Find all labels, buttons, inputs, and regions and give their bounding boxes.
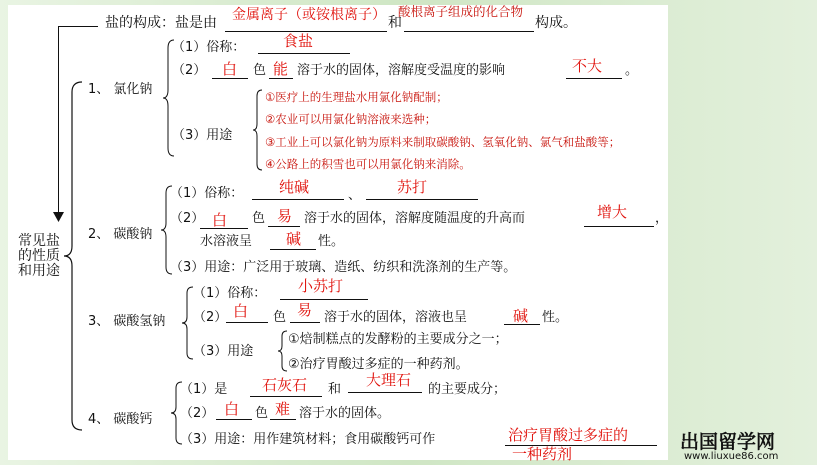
na2co3-alias-blank-1	[252, 199, 344, 200]
nacl-color-answer: 白	[222, 60, 238, 78]
na2co3-alias-answer-2: 苏打	[397, 178, 428, 196]
watermark-url: www.liuxue86.com	[684, 451, 779, 462]
nacl-use-label: （3）用途	[172, 128, 233, 143]
nacl-solubility-answer: 能	[273, 60, 289, 78]
nacl-color-blank	[212, 78, 248, 79]
caco3-source-answer-1: 石灰石	[262, 376, 308, 394]
nacl-p2-end: 。	[625, 63, 639, 78]
caco3-se: 色	[255, 406, 269, 421]
caco3-color-blank	[216, 419, 252, 420]
nahco3-ph-answer: 碱	[513, 307, 529, 325]
na2co3-color-answer: 白	[212, 211, 228, 229]
caco3-use-answer-2: 一种药剂	[512, 445, 573, 463]
nacl-alias-blank	[258, 53, 350, 54]
nahco3-color-answer: 白	[233, 302, 249, 320]
nacl-alias-answer: 食盐	[283, 32, 314, 50]
nacl-use-3: ③工业上可以氯化钠为原料来制取碳酸钠、氢氧化钠、氯气和盐酸等；	[265, 135, 621, 149]
na2co3-temperature-blank	[584, 226, 654, 227]
na2co3-color-blank	[200, 228, 248, 229]
nahco3-use-1: ①焙制糕点的发酵粉的主要成分之一；	[288, 332, 508, 347]
nahco3-color-blank	[226, 322, 268, 323]
na2co3-p2b-prefix: 水溶液呈	[200, 234, 253, 249]
title-and: 和	[388, 15, 402, 31]
nacl-temperature-blank	[566, 78, 622, 79]
nacl-use-4: ④公路上的积雪也可以用氯化钠来消除。	[265, 157, 471, 171]
caco3-p1-end: 的主要成分；	[428, 382, 507, 397]
na2co3-alias-label: （1）俗称：	[170, 186, 244, 201]
nacl-p2-mid: 溶于水的固体，溶解度受温度的影响	[297, 63, 506, 78]
title-prefix: 盐的构成：盐是由	[105, 15, 217, 31]
na2co3-p2-mid: 溶于水的固体，溶解度随温度的升高而	[304, 211, 526, 226]
nahco3-se: 色	[273, 310, 287, 325]
na2co3-p2b-end: 性。	[318, 234, 345, 249]
nacl-use-1: ①医疗上的生理盐水用氯化钠配制；	[265, 90, 448, 104]
side-label-line-3: 和用途	[18, 263, 60, 279]
caco3-p2-mid: 溶于水的固体。	[299, 406, 391, 421]
na2co3-solubility-answer: 易	[277, 207, 293, 225]
na2co3-ph-blank	[270, 249, 316, 250]
nahco3-solubility-blank	[290, 322, 320, 323]
side-label-line-2: 的性质	[18, 248, 60, 264]
nahco3-alias-blank	[280, 299, 368, 300]
caco3-use-text: （3）用途：用作建筑材料；食用碳酸钙可作	[180, 432, 436, 447]
title-answer-2: 酸根离子组成的化合物	[398, 4, 524, 19]
nahco3-ph-blank	[504, 324, 540, 325]
caco3-solubility-answer: 难	[275, 400, 291, 418]
nahco3-alias-label: （1）俗称：	[193, 286, 267, 301]
nahco3-use-label: （3）用途	[193, 344, 254, 359]
caco3-p1-and: 和	[328, 382, 342, 397]
na2co3-alias-separator: 、	[348, 188, 362, 203]
caco3-source-answer-2: 大理石	[366, 371, 412, 389]
watermark-logo	[670, 425, 815, 463]
nacl-se: 色	[253, 63, 267, 78]
nahco3-solubility-answer: 易	[297, 301, 313, 319]
section-3-label: 3、 碳酸氢钠	[88, 314, 166, 329]
main-arrow-top	[58, 26, 98, 27]
caco3-solubility-blank	[270, 419, 296, 420]
caco3-source-blank-1	[250, 396, 322, 397]
na2co3-alias-answer-1: 纯碱	[279, 178, 310, 196]
caco3-p2-prefix: （2）	[180, 406, 215, 421]
nacl-temperature-answer: 不大	[572, 57, 603, 75]
main-brace	[62, 80, 84, 432]
na2co3-alias-blank-2	[366, 199, 478, 200]
section-1-label: 1、 氯化钠	[88, 82, 153, 97]
nacl-use-2: ②农业可以用氯化钠溶液来选种；	[265, 112, 437, 126]
title-blank-2	[404, 31, 534, 32]
na2co3-p2-prefix: （2）	[170, 211, 205, 226]
caco3-p1-prefix: （1）是	[180, 382, 228, 397]
na2co3-solubility-blank	[268, 226, 300, 227]
na2co3-use-text: （3）用途：广泛用于玻璃、造纸、纺织和洗涤剂的生产等。	[170, 260, 517, 275]
title-answer-1: 金属离子（或铵根离子）	[232, 7, 386, 23]
caco3-source-blank-2	[348, 392, 422, 393]
nahco3-p2-end: 性。	[542, 310, 569, 325]
na2co3-p2-end: ，	[655, 211, 669, 226]
nacl-alias-label: （1）俗称：	[172, 40, 246, 55]
nacl-use-brace	[252, 88, 264, 172]
nacl-solubility-blank	[269, 78, 293, 79]
side-label-line-1: 常见盐	[18, 233, 60, 249]
caco3-use-answer-1: 治疗胃酸过多症的	[508, 426, 629, 444]
title-suffix: 构成。	[535, 15, 577, 31]
na2co3-temperature-answer: 增大	[597, 203, 628, 221]
nahco3-alias-answer: 小苏打	[298, 277, 344, 295]
section-4-label: 4、 碳酸钙	[88, 412, 153, 427]
nahco3-p2-prefix: （2）	[193, 310, 228, 325]
caco3-color-answer: 白	[224, 400, 240, 418]
main-arrow-stem	[58, 26, 59, 216]
section-2-label: 2、 碳酸钠	[88, 227, 153, 242]
nacl-p2-prefix: （2）	[172, 63, 207, 78]
na2co3-se: 色	[252, 211, 266, 226]
nahco3-p2-mid: 溶于水的固体，溶液也呈	[324, 310, 468, 325]
watermark-title: 出国留学网	[680, 431, 776, 453]
na2co3-ph-answer: 碱	[286, 230, 302, 248]
nahco3-use-2: ②治疗胃酸过多症的一种药剂。	[288, 357, 469, 372]
